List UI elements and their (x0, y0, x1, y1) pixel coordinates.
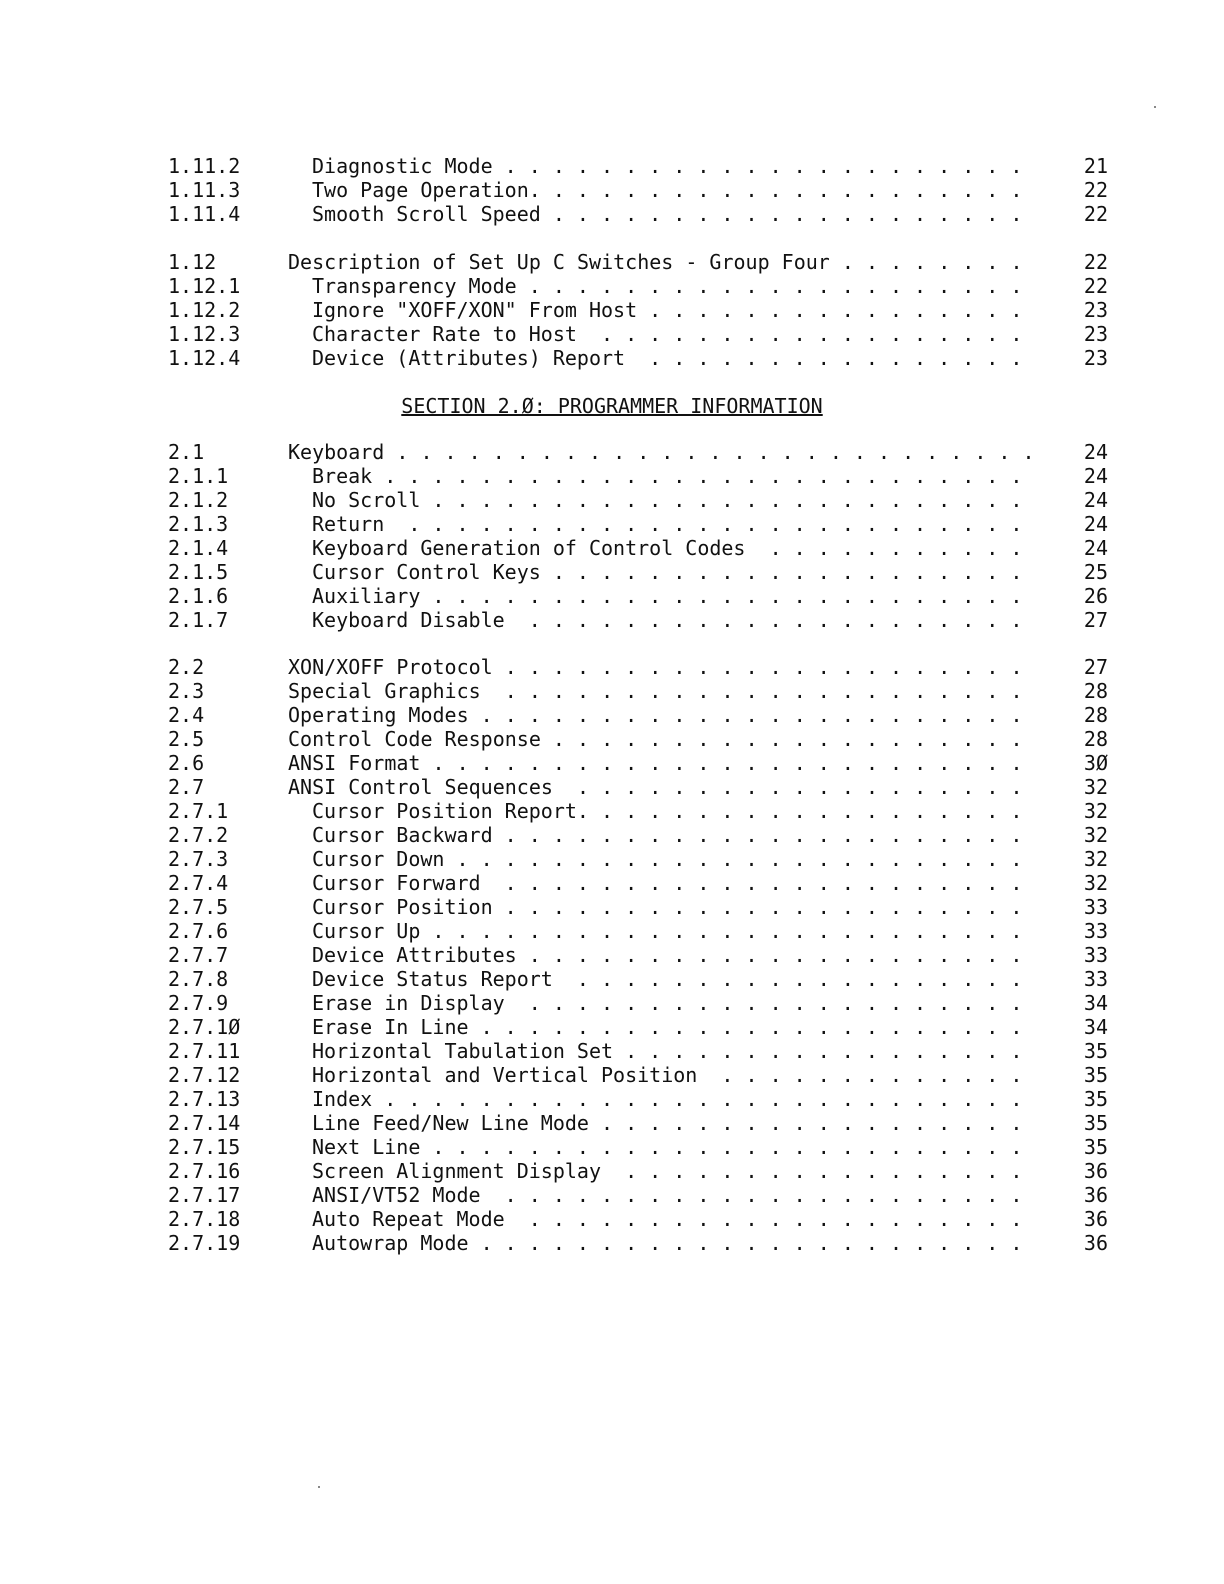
toc-entry-page-number: 22 (1083, 250, 1108, 274)
toc-entry (168, 1015, 1108, 1039)
toc-entry-title: Cursor Control Keys . . . (312, 560, 1038, 584)
toc-entry-page-number: 21 (1083, 154, 1108, 178)
toc-entry (168, 775, 1108, 799)
toc-entry (168, 440, 1108, 464)
toc-entry (168, 346, 1108, 370)
toc-entry (168, 823, 1108, 847)
toc-entry-number: 1.12.4 (168, 346, 241, 370)
toc-entry-number: 2.1.1 (168, 464, 229, 488)
toc-entry-title: XON/XOFF Protocol . . . (288, 655, 1038, 679)
toc-entry-number: 2.7 (168, 775, 205, 799)
toc-entry-page-number: 34 (1083, 1015, 1108, 1039)
toc-entry-number: 2.3 (168, 679, 205, 703)
toc-entry-number: 2.7.15 (168, 1135, 241, 1159)
toc-entry-title: Device (Attributes) Report . . . (312, 346, 1038, 370)
toc-entry-number: 2.7.12 (168, 1063, 241, 1087)
toc-entry-page-number: 33 (1083, 967, 1108, 991)
toc-entry-page-number: 33 (1083, 919, 1108, 943)
toc-entry-title: Horizontal Tabulation Set . . . (312, 1039, 1038, 1063)
toc-entry-number: 2.1.3 (168, 512, 229, 536)
toc-entry (168, 488, 1108, 512)
toc-entry-number: 2.1 (168, 440, 205, 464)
toc-entry-number: 2.7.5 (168, 895, 229, 919)
toc-entry-page-number: 32 (1083, 847, 1108, 871)
toc-entry-number: 1.12 (168, 250, 217, 274)
toc-entry-title: Screen Alignment Display . . . (312, 1159, 1038, 1183)
toc-entry (168, 751, 1108, 775)
toc-entry-number: 2.7.1 (168, 799, 229, 823)
toc-entry (168, 1135, 1108, 1159)
toc-entry-page-number: 22 (1083, 178, 1108, 202)
toc-entry-number: 2.1.5 (168, 560, 229, 584)
toc-entry-title: Horizontal and Vertical Position . . . (312, 1063, 1038, 1087)
toc-entry-page-number: 28 (1083, 679, 1108, 703)
toc-entry-number: 2.7.17 (168, 1183, 241, 1207)
toc-entry (168, 202, 1108, 226)
toc-entry-number: 1.11.4 (168, 202, 241, 226)
toc-entry (168, 1207, 1108, 1231)
toc-entry-number: 2.1.6 (168, 584, 229, 608)
toc-entry (168, 1183, 1108, 1207)
toc-entry (168, 967, 1108, 991)
toc-entry (168, 991, 1108, 1015)
toc-entry-page-number: 35 (1083, 1135, 1108, 1159)
toc-entry-title: Device Attributes . . . (312, 943, 1038, 967)
toc-entry-page-number: 25 (1083, 560, 1108, 584)
toc-entry-title: Erase in Display . . . (312, 991, 1038, 1015)
toc-entry (168, 847, 1108, 871)
toc-entry-title: Device Status Report . . . (312, 967, 1038, 991)
toc-entry-title: Cursor Up . . . (312, 919, 1038, 943)
toc-entry-title: Cursor Position Report. . . . (312, 799, 1038, 823)
toc-entry-title: Two Page Operation. . . . (312, 178, 1038, 202)
toc-entry-page-number: 32 (1083, 775, 1108, 799)
toc-entry-page-number: 32 (1083, 823, 1108, 847)
toc-entry-number: 1.11.3 (168, 178, 241, 202)
toc-entry-title: Keyboard Generation of Control Codes . . . (312, 536, 1038, 560)
toc-entry-page-number: 24 (1083, 488, 1108, 512)
toc-entry-title: Line Feed/New Line Mode . . . (312, 1111, 1038, 1135)
toc-entry (168, 178, 1108, 202)
toc-entry-number: 2.7.6 (168, 919, 229, 943)
toc-entry (168, 919, 1108, 943)
toc-entry-page-number: 33 (1083, 895, 1108, 919)
toc-entry-number: 1.12.2 (168, 298, 241, 322)
toc-entry-page-number: 27 (1083, 655, 1108, 679)
toc-entry-title: Cursor Down . . . (312, 847, 1038, 871)
toc-entry-number: 2.7.3 (168, 847, 229, 871)
toc-entry-title: Smooth Scroll Speed . . . (312, 202, 1038, 226)
toc-entry (168, 703, 1108, 727)
toc-entry (168, 298, 1108, 322)
toc-entry-title: Special Graphics . . . (288, 679, 1038, 703)
toc-entry (168, 679, 1108, 703)
toc-entry-page-number: 36 (1083, 1183, 1108, 1207)
toc-entry-number: 2.1.7 (168, 608, 229, 632)
toc-entry (168, 274, 1108, 298)
toc-entry-page-number: 36 (1083, 1231, 1108, 1255)
toc-entry (168, 727, 1108, 751)
toc-entry-number: 1.11.2 (168, 154, 241, 178)
toc-entry (168, 512, 1108, 536)
toc-entry-page-number: 23 (1083, 322, 1108, 346)
toc-entry-number: 2.7.9 (168, 991, 229, 1015)
toc-entry (168, 1063, 1108, 1087)
toc-entry-title: Next Line . . . (312, 1135, 1038, 1159)
toc-entry-title: No Scroll . . . (312, 488, 1038, 512)
page-speck (318, 1486, 320, 1488)
toc-group-2 (168, 250, 1108, 370)
toc-entry-title: Cursor Position . . . (312, 895, 1038, 919)
toc-entry-title: ANSI Control Sequences . . . (288, 775, 1038, 799)
toc-entry-title: Keyboard . . . (288, 440, 1038, 464)
page-speck (1154, 106, 1156, 108)
toc-entry (168, 584, 1108, 608)
toc-entry (168, 799, 1108, 823)
toc-entry-number: 2.7.18 (168, 1207, 241, 1231)
toc-entry-number: 1.12.1 (168, 274, 241, 298)
toc-entry-title: ANSI/VT52 Mode . . . (312, 1183, 1038, 1207)
toc-entry-page-number: 24 (1083, 512, 1108, 536)
toc-entry-number: 2.1.2 (168, 488, 229, 512)
toc-entry-page-number: 23 (1083, 346, 1108, 370)
toc-entry-number: 2.7.13 (168, 1087, 241, 1111)
toc-group-3 (168, 440, 1108, 632)
toc-entry-number: 2.5 (168, 727, 205, 751)
toc-entry-title: Index . . . (312, 1087, 1038, 1111)
toc-entry-page-number: 23 (1083, 298, 1108, 322)
toc-entry-title: Control Code Response . . . (288, 727, 1038, 751)
toc-entry-title: Keyboard Disable . . . (312, 608, 1038, 632)
toc-entry-page-number: 24 (1083, 464, 1108, 488)
toc-entry-number: 2.7.19 (168, 1231, 241, 1255)
toc-entry-page-number: 35 (1083, 1063, 1108, 1087)
toc-entry-page-number: 22 (1083, 202, 1108, 226)
toc-entry-number: 2.7.1Ø (168, 1015, 241, 1039)
toc-entry-page-number: 27 (1083, 608, 1108, 632)
toc-entry-page-number: 26 (1083, 584, 1108, 608)
toc-entry (168, 250, 1108, 274)
toc-entry-page-number: 36 (1083, 1207, 1108, 1231)
toc-entry (168, 1111, 1108, 1135)
toc-entry (168, 536, 1108, 560)
toc-entry (168, 655, 1108, 679)
toc-entry-number: 2.4 (168, 703, 205, 727)
toc-entry-page-number: 33 (1083, 943, 1108, 967)
toc-entry (168, 154, 1108, 178)
toc-entry-title: Auxiliary . . . (312, 584, 1038, 608)
toc-entry-title: Transparency Mode . . . (312, 274, 1038, 298)
toc-entry-page-number: 24 (1083, 440, 1108, 464)
toc-entry (168, 322, 1108, 346)
toc-entry-page-number: 28 (1083, 727, 1108, 751)
toc-group-4 (168, 655, 1108, 1255)
toc-entry (168, 871, 1108, 895)
toc-entry-number: 2.7.14 (168, 1111, 241, 1135)
toc-entry-page-number: 24 (1083, 536, 1108, 560)
section-heading: SECTION 2.Ø: PROGRAMMER INFORMATION (401, 394, 823, 418)
toc-entry-title: Erase In Line . . . (312, 1015, 1038, 1039)
toc-entry-number: 2.7.16 (168, 1159, 241, 1183)
toc-entry-title: Operating Modes . . . (288, 703, 1038, 727)
toc-entry-number: 2.7.11 (168, 1039, 241, 1063)
toc-entry-number: 2.1.4 (168, 536, 229, 560)
toc-entry (168, 943, 1108, 967)
toc-entry (168, 1159, 1108, 1183)
toc-entry (168, 1231, 1108, 1255)
toc-entry-page-number: 22 (1083, 274, 1108, 298)
toc-entry-page-number: 35 (1083, 1039, 1108, 1063)
toc-entry-title: Ignore "XOFF/XON" From Host . . . (312, 298, 1038, 322)
toc-group-1 (168, 154, 1108, 226)
toc-entry (168, 560, 1108, 584)
toc-entry-page-number: 36 (1083, 1159, 1108, 1183)
toc-entry-page-number: 28 (1083, 703, 1108, 727)
toc-entry-number: 2.6 (168, 751, 205, 775)
toc-entry-page-number: 32 (1083, 799, 1108, 823)
toc-entry-number: 2.2 (168, 655, 205, 679)
toc-entry-title: Cursor Backward . . . (312, 823, 1038, 847)
toc-entry (168, 608, 1108, 632)
toc-entry-page-number: 34 (1083, 991, 1108, 1015)
toc-entry-page-number: 32 (1083, 871, 1108, 895)
toc-entry-page-number: 3Ø (1083, 751, 1108, 775)
toc-entry-title: ANSI Format . . . (288, 751, 1038, 775)
toc-entry-title: Description of Set Up C Switches - Group Four . . . (288, 250, 1038, 274)
toc-entry-number: 2.7.7 (168, 943, 229, 967)
toc-entry (168, 464, 1108, 488)
toc-entry-number: 2.7.8 (168, 967, 229, 991)
toc-entry-number: 2.7.2 (168, 823, 229, 847)
toc-entry-page-number: 35 (1083, 1111, 1108, 1135)
toc-entry (168, 1039, 1108, 1063)
toc-entry-title: Autowrap Mode . . . (312, 1231, 1038, 1255)
toc-entry-page-number: 35 (1083, 1087, 1108, 1111)
toc-entry-number: 2.7.4 (168, 871, 229, 895)
toc-entry-title: Auto Repeat Mode . . . (312, 1207, 1038, 1231)
toc-entry-title: Diagnostic Mode . . . (312, 154, 1038, 178)
toc-entry-title: Break . . . (312, 464, 1038, 488)
toc-entry-title: Cursor Forward . . . (312, 871, 1038, 895)
toc-entry-title: Return . . . (312, 512, 1038, 536)
toc-entry-title: Character Rate to Host . . . (312, 322, 1038, 346)
toc-entry (168, 895, 1108, 919)
toc-entry (168, 1087, 1108, 1111)
toc-entry-number: 1.12.3 (168, 322, 241, 346)
